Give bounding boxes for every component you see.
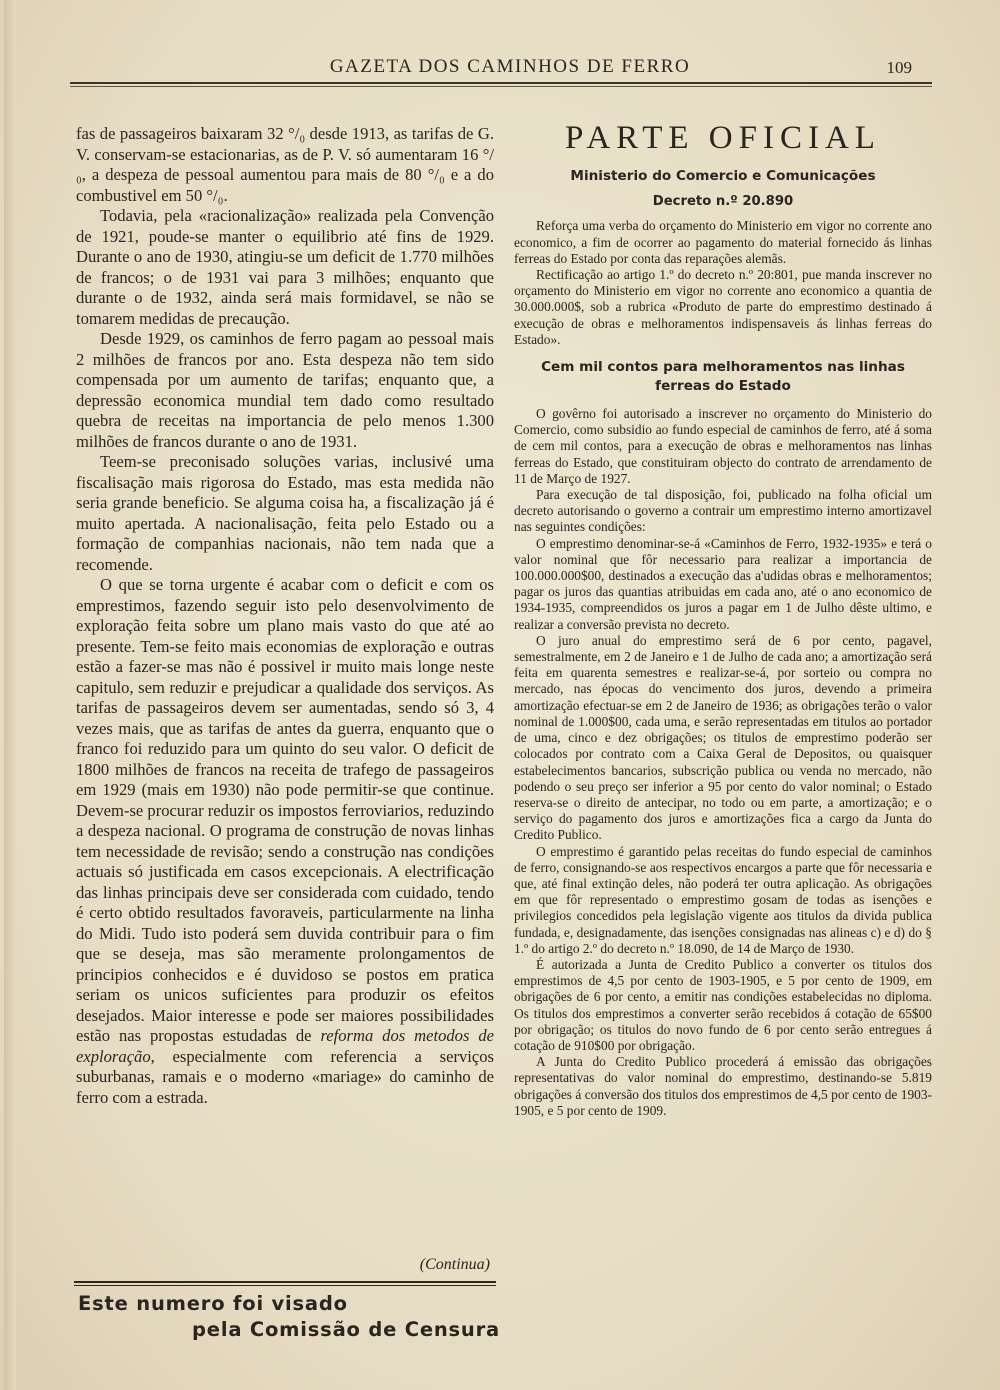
- left-paragraph: fas de passageiros baixaram 32 °/₀ desde 1913, as tarifas de G. V. conservam-se estacionarias, as de P. V. só aumentaram 16 °/₀, a despeza de pessoal aumentou para mais de 80 °/₀ e a do combustivel em 50 °/₀.: [76, 124, 494, 205]
- left-paragraph: Teem-se preconisado soluções varias, inclusivé uma fiscalisação mais rigorosa do Estado, mas esta medida não seria grande beneficio. Se alguma coisa ha, a fiscalização já é muito apertada. A nacionalisação, feita pelo Estado ou a formação de companhias nacionais, não tem nada que a recomende.: [76, 452, 494, 574]
- left-paragraph-last: [76, 575, 494, 1108]
- header-rule: [70, 82, 932, 84]
- article-paragraph: A Junta do Credito Publico procederá á emissão das obrigações representativas do valor nominal do emprestimo, destinando-se 5.819 obrigações á conversão dos titulos dos emprestimos de 4,5 por cento de 1903-1905, e 5 por cento de 1909.: [514, 1054, 932, 1118]
- censor-notice-line2: pela Comissão de Censura: [192, 1318, 500, 1341]
- italic-phrase: reforma dos metodos de exploração: [76, 1026, 494, 1066]
- article-subheading: Cem mil contos para melhoramentos nas linhas ferreas do Estado: [541, 359, 905, 395]
- decree-paragraph: Reforça uma verba do orçamento do Ministerio em vigor no corrente ano economico, a fim de ocorrer ao pagamento do material fornecido ás linhas ferreas do Estado por conta das reparações alemãs.: [514, 218, 932, 266]
- left-paragraph: Desde 1929, os caminhos de ferro pagam ao pessoal mais 2 milhões de francos por ano. Esta despeza não tem sido compensada por um aumento de tarifas; enquanto que, a depressão economica mundial tem dado como resultado quebra de receitas na importancia de pelo menos 1.300 milhões de francos durante o ano de 1931.: [76, 329, 494, 451]
- article-paragraph: O emprestimo denominar-se-á «Caminhos de Ferro, 1932-1935» e terá o valor nominal que fôr necessario para realizar a importancia de 100.000.000$00, destinados a execução das a'udidas obras e melhoramentos; pagar os juros das quantias atribuidas em cada ano, até o ano economico de 1934-1935, compreendidos os juros a pagar em 1 de Julho dêste ultimo, e realizar a conversão prevista no decreto.: [514, 535, 932, 632]
- page-binding-edge: [4, 0, 16, 1390]
- decree-paragraph: Rectificação ao artigo 1.º do decreto n.º 20:801, pue manda inscrever no orçamento do Ministerio em vigor no corrente ano economico a quantia de 30.000.000$, sob a rubrica «Produto de parte do emprestimo destinado á execução de obras e melhoramentos indispensaveis ás linhas ferreas do Estado».: [514, 267, 932, 347]
- censor-rule: [74, 1281, 496, 1283]
- masthead-title: GAZETA DOS CAMINHOS DE FERRO: [329, 56, 691, 77]
- left-paragraph-tail: , especialmente com referencia a serviços suburbanas, ramais e o moderno «mariage» do caminho de ferro com a estrada.: [76, 1046, 494, 1107]
- continua-label: (Continua): [419, 1256, 490, 1273]
- left-column: [76, 124, 494, 1108]
- header-rule-thin: [70, 86, 932, 87]
- censor-notice-line1: Este numero foi visado: [78, 1292, 348, 1315]
- right-column: [514, 118, 932, 1119]
- article-paragraph: É autorizada a Junta de Credito Publico a converter os titulos dos emprestimos de 4,5 por cento de 1903-1905, e 5 por cento de 1909, em obrigações de 6 por cento, a emitir nas condições estabelecidas no diploma. Os titulos dos emprestimos a converter serão recebidos á cotação de 65$00 por obrigação; os titulos do novo fundo de 6 por cento serão entregues á cotação de 910$00 por obrigação.: [514, 956, 932, 1053]
- censor-rule-thin: [74, 1285, 496, 1286]
- article-paragraph: Para execução de tal disposição, foi, publicado na folha oficial um decreto autorisando o governo a contrair um emprestimo interno amortizavel nas seguintes condições:: [514, 487, 932, 535]
- ministry-heading: Ministerio do Comercio e Comunicações: [570, 168, 876, 184]
- article-paragraph: O emprestimo é garantido pelas receitas do fundo especial de caminhos de ferro, consignando-se aos respectivos encargos a parte que fôr necessaria e que, até final extinção deles, não poderá ter outra aplicação. As obrigações em que fôr representado o emprestimo gosam de todas as isenções e privilegios concedidos pela legislação vigente aos titulos da divida publica fundada, e, designadamente, das isenções consignadas nas alineas c) e d) do § 1.º do artigo 2.º do decreto n.º 18.090, de 14 de Março de 1930.: [514, 843, 932, 956]
- section-title: PARTE OFICIAL: [565, 120, 881, 156]
- left-paragraph: Todavia, pela «racionalização» realizada pela Convenção de 1921, poude-se manter o equilibrio até fins de 1929. Durante o ano de 1930, atingiu-se um deficit de 1.770 milhões de francos; o de 1931 vai para 3 milhões; enquanto que durante o de 1932, ainda será mais formidavel, se não se tomarem medidas de precaução.: [76, 206, 494, 328]
- decree-heading: Decreto n.º 20.890: [652, 194, 794, 210]
- left-paragraph-text: O que se torna urgente é acabar com o deficit e com os emprestimos, fazendo seguir isto pelo desenvolvimento de exploração feita sobre um plano mais vasto do que até ao presente. Tem-se feito mais economias de exploração e outras estão a fazer-se mas não é possivel ir muito mais longe neste capitulo, sem reduzir e prejudicar a qualidade dos serviços. As tarifas de passageiros devem ser aumentadas, sendo só 3, 4 vezes mais, que as tarifas de antes da guerra, enquanto que o franco foi reduzido para um quinto do seu valor. O deficit de 1800 milhões de francos na receita de trafego de passageiros em 1929 (mais em 1930) não pode permitir-se que continue. Devem-se procurar reduzir os impostos ferroviarios, reduzindo a despeza nacional. O programa de construção de novas linhas tem necessidade de revisão; sendo a construção nas condições actuais só justificada em casos excepcionais. A electrificação das linhas principais deve ser considerada com cuidado, tendo é certo obtido resultados favoraveis, particularmente na linha do Midi. Tudo isto poderá sem duvida contribuir para o fim que se deseja, mas são meramente prolongamentos de principios conhecidos e é duvidoso se postos em pratica seriam os unicos suficientes para produzir os efeitos desejados. Maior interesse e pode ser maiores possibilidades estão nas propostas estudadas de: [76, 575, 494, 1045]
- article-paragraph: O govêrno foi autorisado a inscrever no orçamento do Ministerio do Comercio, como subsidio ao fundo especial de caminhos de ferro, até á soma de cem mil contos, para a execução de obras e melhoramentos nas linhas ferreas do Estado, que constituiram objecto do contrato de arrendamento de 11 de Março de 1927.: [514, 406, 932, 486]
- page-number: 109: [886, 58, 912, 77]
- article-paragraph: O juro anual do emprestimo será de 6 por cento, pagavel, semestralmente, em 2 de Janeiro e 1 de Julho de cada ano; a amortização será feita em quarenta semestres e realizar-se-á, por sorteio ou compra no mercado, nas épocas do vencimento dos juros, devendo a primeira amortização efectuar-se em 2 de Janeiro de 1936; as obrigações terão o valor nominal de 1.000$00, cada uma, e serão representadas em titulos ao portador de uma, cinco e dez obrigações; os titulos de emprestimo poderão ser colocados por contrato com a Caixa Geral de Depositos, ou quaisquer estabelecimentos bancarios, subscrição publica ou venda no mercado, não podendo o seu preço ser inferior a 95 por cento do valor nominal; o Estado reserva-se o direito de antecipar, no todo ou em parte, a amortização; e o serviço do pagamento dos juros e amortizações fica a cargo da Junta do Credito Publico.: [514, 632, 932, 843]
